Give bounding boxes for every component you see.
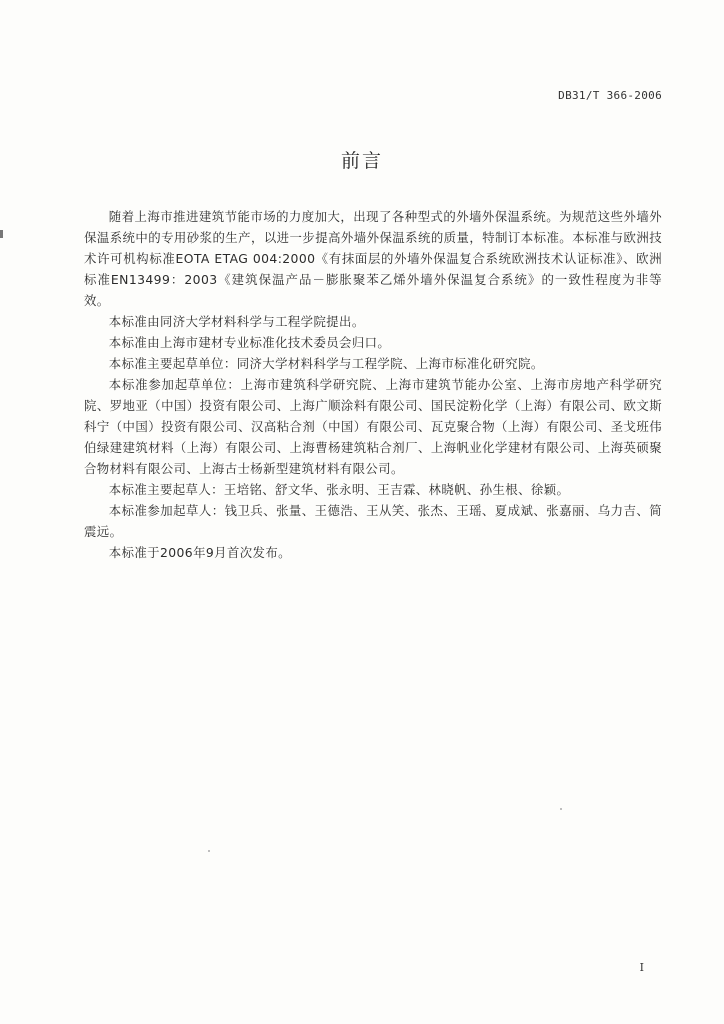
page-title: 前言 <box>340 150 383 172</box>
page-number: I <box>639 961 644 974</box>
scan-speck <box>208 850 210 852</box>
paragraph-administrator: 本标准由上海市建材专业标准化技术委员会归口。 <box>108 335 391 350</box>
paragraph-release-date: 本标准于2006年9月首次发布。 <box>108 545 291 560</box>
paragraph-participating-units: 本标准参加起草单位：上海市建筑科学研究院、上海市建筑节能办公室、上海市房地产科学研究院、罗地亚（中国）投资有限公司、上海广顺涂料有限公司、国民淀粉化学（上海）有限公司、欧文斯科宁（中国）投资有限公司、汉高粘合剂（中国）有限公司、瓦克聚合物（上海）有限公司、圣戈班伟伯绿建建筑材料（上海）有限公司、上海曹杨建筑粘合剂厂、上海帆业化学建材有限公司、上海英硕聚合物材料有限公司、上海古士杨新型建筑材料有限公司。 <box>84 377 662 476</box>
document-code: DB31/T 366-2006 <box>558 89 662 102</box>
paragraph-intro: 随着上海市推进建筑节能市场的力度加大，出现了各种型式的外墙外保温系统。为规范这些外墙外保温系统中的专用砂浆的生产，以进一步提高外墙外保温系统的质量，特制订本标准。本标准与欧洲技术许可机构标准EOTA ETAG 004:2000《有抹面层的外墙外保温复合系统欧洲技术认证标准》、欧洲标准EN13499：2003《建筑保温产品－膨胀聚苯乙烯外墙外保温复合系统》的一致性程度为非等效。 <box>84 209 662 308</box>
foreword-body <box>84 206 662 563</box>
paragraph-proposer: 本标准由同济大学材料科学与工程学院提出。 <box>108 314 365 329</box>
scan-edge-mark <box>0 230 3 238</box>
scan-speck <box>560 808 562 810</box>
paragraph-main-drafters: 本标准主要起草人：王培铭、舒文华、张永明、王吉霖、林晓帆、孙生根、徐颖。 <box>108 482 570 497</box>
paragraph-participating-drafters: 本标准参加起草人：钱卫兵、张量、王德浩、王从笑、张杰、王瑶、夏成斌、张嘉丽、乌力吉、简震远。 <box>84 503 662 539</box>
paragraph-main-drafting-units: 本标准主要起草单位：同济大学材料科学与工程学院、上海市标准化研究院。 <box>108 356 544 371</box>
